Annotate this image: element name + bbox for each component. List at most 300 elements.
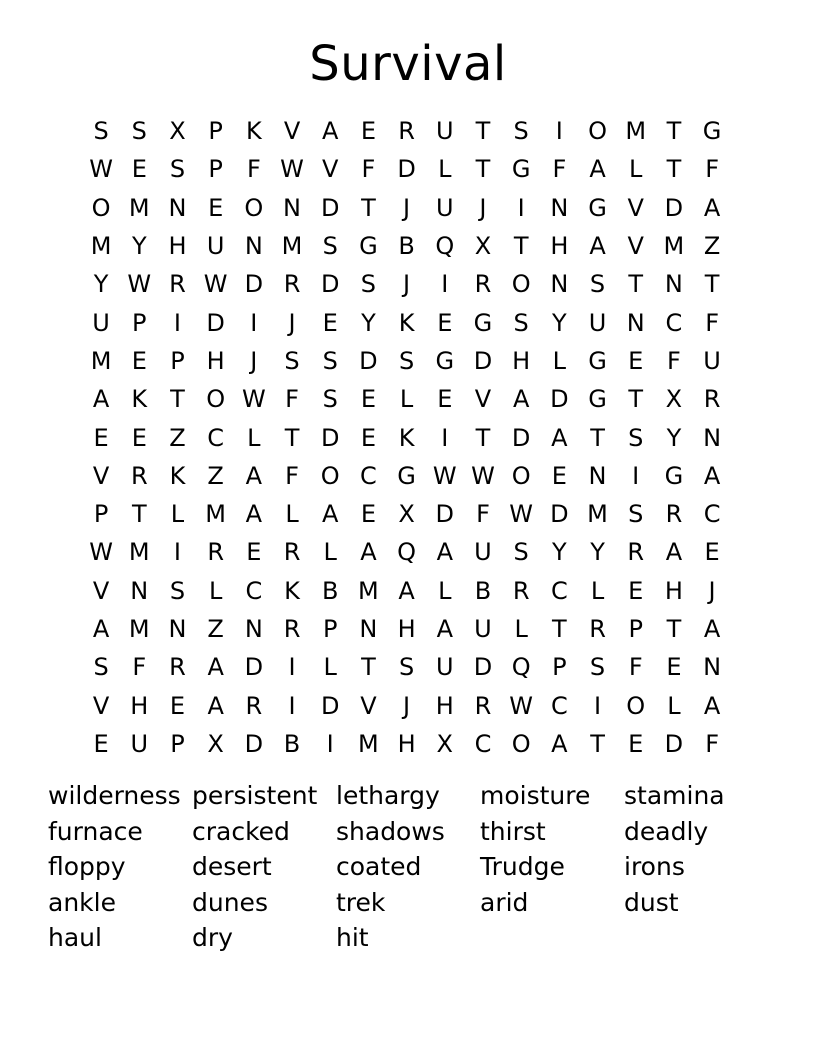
- grid-letter: Z: [207, 615, 224, 643]
- word-list-item: desert: [192, 852, 272, 881]
- grid-letter: B: [398, 232, 415, 261]
- grid-letter: U: [130, 729, 149, 758]
- grid-letter: F: [705, 155, 719, 184]
- grid-letter: N: [703, 653, 722, 682]
- grid-letter: E: [360, 423, 376, 452]
- grid-letter: W: [89, 155, 113, 184]
- grid-letter: F: [628, 653, 643, 682]
- grid-letter: T: [361, 653, 376, 682]
- word-list-item: lethargy: [336, 781, 440, 810]
- word-list: [48, 778, 768, 956]
- grid-letter: K: [131, 385, 148, 414]
- grid-letter: F: [132, 653, 147, 682]
- grid-letter: T: [628, 385, 644, 414]
- grid-letter: E: [551, 461, 567, 490]
- grid-letter: O: [588, 117, 607, 146]
- grid-letter: T: [513, 232, 529, 261]
- grid-letter: I: [441, 423, 449, 452]
- grid-letter: C: [360, 461, 377, 490]
- grid-letter: U: [474, 615, 492, 643]
- grid-letter: J: [403, 270, 411, 299]
- grid-letter: Y: [552, 308, 567, 337]
- word-list-item: deadly: [624, 816, 709, 846]
- grid-letter: A: [245, 500, 263, 529]
- grid-letter: T: [628, 270, 644, 299]
- grid-letter: L: [629, 155, 643, 184]
- grid-letter: X: [436, 729, 453, 758]
- grid-letter: D: [244, 653, 264, 682]
- grid-letter: Q: [435, 232, 455, 261]
- grid-letter: C: [703, 500, 721, 529]
- grid-letter: J: [708, 576, 716, 605]
- grid-letter: A: [207, 691, 224, 720]
- grid-letter: T: [284, 423, 300, 452]
- grid-letter: U: [474, 538, 492, 567]
- grid-letter: E: [131, 423, 147, 452]
- grid-letter: D: [473, 653, 493, 682]
- grid-letter: O: [244, 193, 264, 222]
- word-list-item: trek: [336, 887, 386, 917]
- grid-letter: A: [665, 538, 683, 567]
- grid-letter: A: [551, 423, 568, 452]
- grid-letter: S: [322, 232, 338, 261]
- grid-letter: V: [627, 232, 644, 261]
- grid-letter: X: [169, 117, 186, 146]
- grid-letter: A: [92, 385, 110, 414]
- grid-letter: F: [285, 461, 299, 490]
- grid-letter: R: [398, 117, 415, 146]
- grid-letter: E: [360, 117, 376, 146]
- grid-letter: K: [284, 576, 300, 605]
- grid-letter: M: [128, 193, 150, 222]
- grid-letter: T: [704, 270, 720, 299]
- grid-letter: W: [509, 691, 534, 720]
- grid-letter: T: [552, 615, 567, 643]
- grid-letter: N: [703, 423, 722, 452]
- grid-letter: T: [590, 423, 605, 452]
- grid-letter: H: [168, 232, 187, 261]
- grid-letter: A: [322, 500, 339, 529]
- grid-letter: M: [90, 232, 112, 261]
- grid-letter: F: [285, 385, 299, 414]
- grid-letter: J: [403, 691, 411, 720]
- word-list-item: stamina: [624, 781, 725, 810]
- grid-letter: E: [437, 308, 453, 337]
- grid-letter: R: [169, 270, 186, 299]
- grid-letter: L: [514, 615, 528, 643]
- grid-letter: N: [550, 270, 569, 299]
- grid-letter: N: [626, 308, 645, 337]
- word-list-item: irons: [624, 852, 685, 881]
- grid-letter: K: [245, 117, 262, 146]
- grid-letter: S: [322, 346, 338, 375]
- grid-letter: D: [244, 729, 264, 758]
- grid-letter: D: [435, 500, 455, 529]
- grid-letter: C: [550, 576, 568, 605]
- grid-letter: R: [169, 653, 186, 682]
- grid-letter: A: [703, 193, 721, 222]
- word-list-item: moisture: [480, 781, 591, 810]
- grid-letter: G: [664, 461, 684, 490]
- grid-letter: D: [511, 423, 531, 452]
- grid-letter: R: [703, 385, 721, 414]
- grid-letter: T: [666, 117, 682, 146]
- grid-letter: P: [552, 653, 567, 682]
- grid-letter: M: [281, 232, 303, 261]
- grid-letter: G: [588, 346, 607, 375]
- grid-letter: P: [208, 155, 223, 184]
- grid-letter: S: [322, 385, 338, 414]
- grid-letter: R: [589, 615, 606, 643]
- grid-letter: V: [92, 576, 110, 605]
- grid-letter: O: [320, 461, 340, 490]
- grid-letter: J: [288, 308, 296, 337]
- grid-letter: X: [398, 500, 415, 529]
- grid-letter: Y: [93, 270, 109, 299]
- grid-letter: W: [89, 538, 113, 567]
- grid-letter: A: [703, 691, 721, 720]
- grid-letter: N: [283, 193, 301, 222]
- grid-letter: Y: [552, 538, 567, 567]
- grid-letter: N: [168, 615, 187, 643]
- grid-letter: A: [360, 538, 377, 567]
- grid-letter: P: [322, 615, 338, 643]
- grid-letter: C: [474, 729, 492, 758]
- grid-letter: E: [131, 346, 147, 375]
- grid-letter: T: [475, 423, 491, 452]
- grid-letter: P: [132, 308, 147, 337]
- grid-letter: N: [168, 193, 187, 222]
- grid-letter: J: [479, 193, 487, 222]
- grid-letter: W: [432, 461, 457, 490]
- grid-letter: X: [207, 729, 224, 758]
- grid-letter: T: [131, 500, 147, 529]
- grid-letter: F: [705, 729, 719, 758]
- grid-letter: Y: [666, 423, 682, 452]
- grid-letter: C: [245, 576, 263, 605]
- grid-letter: Q: [397, 538, 417, 567]
- grid-letter: L: [208, 576, 223, 605]
- grid-letter: N: [359, 615, 378, 643]
- grid-letter: L: [552, 346, 567, 375]
- grid-letter: V: [627, 193, 644, 222]
- grid-letter: A: [589, 232, 606, 261]
- grid-letter: R: [207, 538, 224, 567]
- grid-letter: H: [397, 615, 416, 643]
- grid-letter: G: [588, 193, 607, 222]
- grid-letter: K: [398, 423, 415, 452]
- grid-letter: L: [323, 653, 337, 682]
- grid-letter: I: [593, 691, 602, 720]
- word-list-item: shadows: [336, 816, 445, 846]
- grid-letter: Z: [703, 232, 721, 261]
- grid-letter: T: [590, 729, 605, 758]
- grid-letter: J: [403, 193, 411, 222]
- word-list-item: dust: [624, 887, 679, 917]
- grid-letter: B: [474, 576, 492, 605]
- grid-letter: S: [131, 117, 147, 146]
- grid-letter: E: [437, 385, 453, 414]
- grid-letter: T: [475, 117, 491, 146]
- grid-letter: D: [244, 270, 264, 299]
- grid-letter: D: [320, 270, 340, 299]
- word-list-item: Trudge: [480, 852, 565, 881]
- grid-letter: D: [359, 346, 378, 375]
- grid-letter: D: [550, 500, 569, 529]
- puzzle-title: Survival: [309, 36, 507, 92]
- grid-letter: R: [474, 691, 492, 720]
- grid-letter: G: [435, 346, 455, 375]
- grid-letter: G: [473, 308, 493, 337]
- grid-letter: N: [664, 270, 683, 299]
- grid-letter: W: [203, 270, 228, 299]
- grid-letter: R: [665, 500, 683, 529]
- grid-letter: P: [208, 117, 223, 146]
- grid-letter: E: [628, 729, 644, 758]
- grid-letter: I: [288, 653, 296, 682]
- grid-letter: Q: [511, 653, 531, 682]
- grid-letter: S: [169, 155, 186, 184]
- grid-letter: L: [399, 385, 414, 414]
- grid-letter: P: [170, 346, 185, 375]
- grid-letter: E: [628, 576, 644, 605]
- grid-letter: V: [92, 691, 110, 720]
- grid-letter: E: [322, 308, 338, 337]
- grid-letter: P: [170, 729, 185, 758]
- grid-letter: G: [359, 232, 378, 261]
- grid-letter: A: [512, 385, 530, 414]
- grid-letter: H: [130, 691, 149, 720]
- grid-letter: I: [250, 308, 258, 337]
- grid-letter: A: [322, 117, 339, 146]
- grid-letter: D: [664, 729, 684, 758]
- grid-letter: K: [398, 308, 415, 337]
- grid-letter: L: [590, 576, 605, 605]
- grid-letter: M: [358, 576, 379, 605]
- grid-letter: D: [320, 193, 340, 222]
- grid-letter: S: [628, 423, 644, 452]
- grid-letter: A: [207, 653, 224, 682]
- grid-letter: P: [93, 500, 109, 529]
- grid-letter: T: [475, 155, 491, 184]
- word-list-item: cracked: [192, 816, 290, 846]
- grid-letter: E: [169, 691, 186, 720]
- grid-letter: E: [628, 346, 644, 375]
- word-list-item: thirst: [480, 816, 546, 846]
- grid-letter: H: [512, 346, 531, 375]
- grid-letter: A: [245, 461, 263, 490]
- word-list-item: furnace: [48, 816, 143, 846]
- grid-letter: N: [588, 461, 607, 490]
- grid-letter: A: [703, 461, 721, 490]
- grid-letter: E: [704, 538, 720, 567]
- grid-letter: F: [552, 155, 567, 184]
- grid-letter: T: [170, 385, 185, 414]
- grid-letter: N: [550, 193, 569, 222]
- word-list-item: floppy: [48, 852, 126, 881]
- grid-letter: D: [397, 155, 416, 184]
- grid-letter: A: [436, 615, 453, 643]
- grid-letter: U: [588, 308, 607, 337]
- grid-letter: W: [471, 461, 495, 490]
- grid-letter: C: [550, 691, 568, 720]
- grid-letter: I: [441, 270, 449, 299]
- grid-letter: Y: [590, 538, 605, 567]
- grid-letter: I: [517, 193, 525, 222]
- grid-letter: H: [435, 691, 454, 720]
- grid-letter: O: [511, 270, 531, 299]
- grid-letter: M: [205, 500, 227, 529]
- grid-letter: M: [90, 346, 112, 375]
- grid-letter: R: [130, 461, 148, 490]
- grid-letter: F: [705, 308, 719, 337]
- grid-letter: S: [513, 117, 529, 146]
- grid-letter: H: [397, 729, 416, 758]
- grid-letter: I: [173, 538, 181, 567]
- grid-letter: E: [93, 423, 109, 452]
- grid-letter: T: [361, 193, 376, 222]
- grid-letter: S: [513, 308, 529, 337]
- grid-letter: L: [323, 538, 337, 567]
- grid-letter: A: [398, 576, 415, 605]
- grid-letter: W: [509, 500, 534, 529]
- grid-letter: L: [438, 576, 452, 605]
- grid-letter: W: [280, 155, 304, 184]
- grid-letter: S: [628, 500, 644, 529]
- grid-letter: M: [625, 117, 647, 146]
- grid-letter: E: [93, 729, 109, 758]
- grid-letter: L: [285, 500, 299, 529]
- grid-letter: D: [473, 346, 493, 375]
- grid-letter: H: [664, 576, 683, 605]
- grid-letter: E: [131, 155, 147, 184]
- word-list-item: haul: [48, 923, 102, 952]
- grid-letter: C: [207, 423, 225, 452]
- grid-letter: I: [632, 461, 640, 490]
- grid-letter: E: [360, 500, 376, 529]
- word-list-item: dunes: [192, 887, 268, 917]
- grid-letter: D: [320, 423, 340, 452]
- word-list-item: coated: [336, 852, 422, 881]
- grid-letter: S: [360, 270, 377, 299]
- grid-letter: S: [513, 538, 529, 567]
- grid-letter: R: [245, 691, 263, 720]
- grid-letter: G: [588, 385, 607, 414]
- grid-letter: I: [173, 308, 181, 337]
- grid-letter: F: [476, 500, 490, 529]
- grid-letter: B: [283, 729, 301, 758]
- grid-letter: E: [666, 653, 682, 682]
- grid-letter: U: [703, 346, 721, 375]
- grid-letter: T: [666, 615, 682, 643]
- grid-letter: R: [512, 576, 530, 605]
- grid-letter: G: [702, 117, 722, 146]
- grid-letter: K: [169, 461, 186, 490]
- letter-grid: [82, 112, 732, 763]
- grid-letter: Y: [361, 308, 376, 337]
- grid-letter: S: [398, 653, 415, 682]
- grid-letter: C: [665, 308, 683, 337]
- grid-letter: E: [208, 193, 224, 222]
- grid-letter: A: [436, 538, 453, 567]
- grid-letter: S: [93, 117, 109, 146]
- grid-letter: S: [93, 653, 109, 682]
- grid-letter: A: [92, 615, 110, 643]
- word-list-item: hit: [336, 923, 369, 952]
- grid-letter: E: [360, 385, 376, 414]
- grid-letter: I: [288, 691, 296, 720]
- grid-letter: M: [358, 729, 379, 758]
- grid-letter: M: [663, 232, 685, 261]
- grid-letter: L: [170, 500, 185, 529]
- grid-letter: M: [128, 538, 150, 567]
- word-list-item: ankle: [48, 887, 116, 917]
- grid-letter: R: [627, 538, 645, 567]
- grid-letter: O: [511, 461, 531, 490]
- grid-letter: M: [587, 500, 608, 529]
- grid-letter: H: [550, 232, 569, 261]
- grid-letter: L: [667, 691, 681, 720]
- grid-letter: U: [435, 117, 454, 146]
- grid-letter: G: [511, 155, 531, 184]
- grid-letter: U: [435, 653, 454, 682]
- grid-letter: W: [241, 385, 266, 414]
- word-list-item: arid: [480, 887, 529, 917]
- grid-letter: O: [206, 385, 226, 414]
- grid-letter: H: [206, 346, 225, 375]
- grid-letter: S: [284, 346, 300, 375]
- grid-letter: N: [130, 576, 149, 605]
- grid-letter: V: [92, 461, 110, 490]
- grid-letter: X: [474, 232, 492, 261]
- grid-letter: L: [247, 423, 261, 452]
- grid-letter: R: [283, 270, 301, 299]
- grid-letter: R: [474, 270, 492, 299]
- word-list-item: persistent: [192, 781, 318, 810]
- grid-letter: N: [244, 232, 263, 261]
- grid-letter: S: [398, 346, 415, 375]
- word-list-item: wilderness: [48, 781, 181, 810]
- grid-letter: F: [667, 346, 681, 375]
- grid-letter: S: [169, 576, 186, 605]
- grid-letter: V: [322, 155, 339, 184]
- grid-letter: V: [360, 691, 377, 720]
- grid-letter: E: [246, 538, 262, 567]
- grid-letter: A: [589, 155, 606, 184]
- grid-letter: D: [550, 385, 569, 414]
- grid-letter: V: [474, 385, 492, 414]
- grid-letter: O: [511, 729, 531, 758]
- grid-letter: R: [283, 615, 301, 643]
- grid-letter: Y: [131, 232, 147, 261]
- grid-letter: Z: [207, 461, 224, 490]
- grid-letter: T: [666, 155, 682, 184]
- grid-letter: M: [128, 615, 150, 643]
- grid-letter: S: [589, 653, 606, 682]
- grid-letter: P: [628, 615, 643, 643]
- grid-letter: Z: [169, 423, 186, 452]
- grid-letter: O: [626, 691, 646, 720]
- grid-letter: R: [283, 538, 301, 567]
- word-list-item: dry: [192, 923, 233, 952]
- grid-letter: I: [326, 729, 334, 758]
- grid-letter: U: [435, 193, 454, 222]
- grid-letter: B: [321, 576, 339, 605]
- grid-letter: A: [551, 729, 568, 758]
- grid-letter: W: [127, 270, 152, 299]
- grid-letter: F: [246, 155, 261, 184]
- grid-letter: D: [664, 193, 684, 222]
